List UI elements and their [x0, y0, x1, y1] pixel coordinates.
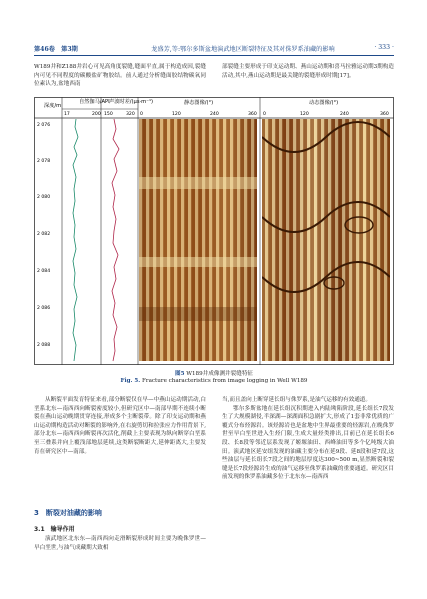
gr-scale-min: 17 — [64, 112, 70, 117]
figure-caption-en — [34, 378, 394, 384]
well-log-figure — [34, 97, 394, 365]
gr-scale-max: 200 — [92, 112, 101, 117]
body-paragraph: 当,而且盖向上断穿延长组与侏罗系,是油气运移的有效通道。 — [222, 397, 371, 403]
depth-label: 2 076 — [37, 123, 51, 128]
depth-header: 深度/m — [44, 103, 62, 109]
static-az-120: 120 — [172, 112, 181, 117]
depth-label: 2 086 — [37, 306, 51, 311]
top-left-column — [34, 63, 206, 89]
header-rule — [34, 55, 394, 56]
body-paragraph: 从断裂平面发育特征来看,部分断裂仅在早—中燕山运动期活动,白垩系北东—南西西向断裂密度较小,但研究区中—南部早期不连续小断裂在燕山运动晚期贯穿连接,形成多个主断裂带。除了印支运动期和燕山运动期构造活动对断裂的影响外,在右旋剪切和拉张应力作用背景下,部分北东—南西西向断裂再次活化,削截上主要表现为纵向断穿白垩系至三叠系并向上覆浅部地层延续,这类断裂断距大,延伸距离大,主要发育在研究区中—南部。 — [34, 397, 206, 455]
figure-label-zh: 图5 — [174, 371, 185, 377]
ac-curve — [112, 119, 119, 361]
dynamic-az-240: 240 — [340, 112, 349, 117]
ac-header: 声波时差/(μs·m⁻¹) — [109, 99, 154, 105]
dynamic-az-360: 360 — [380, 112, 389, 117]
depth-axis — [37, 122, 50, 348]
depth-label: 2 084 — [37, 269, 51, 274]
body-paragraph: 演武地区北东东—南西西向走滑断裂形成时间主要为晚侏罗世—早白垩世,与油气成藏期大致相 — [34, 536, 206, 551]
bottom-left-column — [34, 396, 206, 456]
bottom-right-column — [222, 396, 394, 482]
figure-label-en: Fig. 5. — [120, 378, 141, 384]
ac-scale-max: 320 — [126, 112, 135, 117]
depth-label: 2 082 — [37, 232, 51, 237]
depth-label: 2 088 — [37, 343, 51, 348]
static-az-360: 360 — [248, 112, 257, 117]
figure-5 — [34, 97, 394, 365]
gr-curve — [73, 119, 78, 361]
subsection-heading: 3.1 输导作用 — [34, 526, 75, 533]
top-right-paragraph: 部裂缝主要形成于印支运动期、燕山运动期和喜马拉雅运动期3期构造活动,其中,燕山运动期是最关键的裂缝形成时期[17]。 — [222, 64, 394, 79]
static-az-0: 0 — [140, 112, 143, 117]
figure-caption-zh — [34, 369, 394, 377]
dynamic-header: 动态图像/(°) — [309, 100, 339, 106]
page-number: · 333 · — [374, 44, 394, 51]
journal-volume: 第46卷 第3期 — [34, 46, 78, 53]
dynamic-az-120: 120 — [300, 112, 309, 117]
ac-scale-min: 150 — [104, 112, 113, 117]
static-az-240: 240 — [210, 112, 219, 117]
gr-header: 自然伽马/API — [79, 99, 110, 105]
running-title: 龙盛芳,等:鄂尔多斯盆地演武地区断裂特征及其对侏罗系油藏的影响 — [151, 46, 335, 53]
top-right-column — [222, 63, 394, 80]
static-image-track — [139, 119, 257, 361]
body-paragraph: 鄂尔多斯盆地在延长组沉积期进入内陆坳陷阶段,延长组长7段发生了大规模湖侵,半深湖—深湖面积急剧扩大,形成了1套非常优质的广覆式分布烃源岩。该烃源岩也是盆地中生界最重要的烃源岩,在晚侏罗世至早白垩世进入生烃门限,生成大量烃类排出,目前已在延长组长6段、长8段等邻近层系发现了姬塬油田、西峰油田等多个亿吨级大油田。演武地区延安组发现的油藏主要分布在延9段、延8段和延7段,这些油层与延长组长7段之间的地层厚度达300~500 m,显然断裂和裂缝是长7段烃源岩生成的油气运移至侏罗系油藏的重要通道。研究区目前发现的侏罗系油藏多位于北东东—南西西 — [222, 405, 394, 481]
dynamic-az-0: 0 — [263, 112, 266, 117]
depth-label: 2 078 — [37, 159, 51, 164]
static-header: 静态图像/(°) — [184, 100, 214, 106]
top-left-paragraph: W189井和Z188井岩心可见高角度裂缝,缝面平直,属于构造成因,裂缝内可见不同程度的碳酸盐矿物胶结。前人通过分析缝面胶结物碳氧同位素认为,盆地西南 — [34, 64, 206, 88]
figure-title-zh: W189井成像测井裂缝特征 — [186, 371, 254, 377]
figure-title-en: Fracture characteristics from image logging in Well W189 — [142, 378, 308, 384]
dynamic-image-track — [262, 119, 390, 361]
bottom-left-column-2 — [34, 535, 206, 552]
section-heading: 3 断裂对油藏的影响 — [34, 509, 102, 517]
depth-label: 2 080 — [37, 195, 51, 200]
